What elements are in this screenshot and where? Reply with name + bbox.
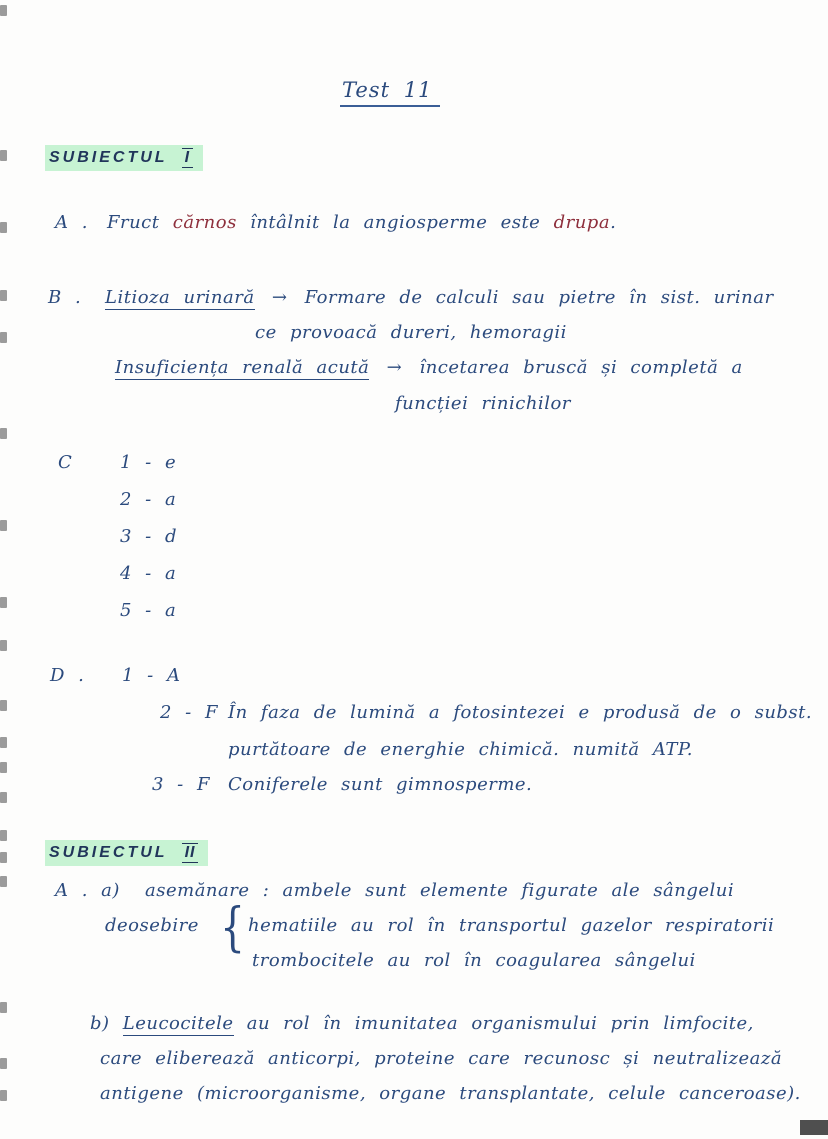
answer-a-part1: Fruct — [107, 212, 160, 233]
s1-answer-b-line3 — [115, 357, 743, 378]
subject1-heading — [45, 145, 203, 171]
binding-mark — [0, 1058, 7, 1069]
brace-icon: { — [220, 898, 245, 958]
binding-mark — [0, 762, 7, 773]
d-item1: 1 - A — [122, 665, 181, 686]
s1-answer-a-label: A . — [55, 212, 88, 233]
binding-mark — [0, 332, 7, 343]
d-item2-line2: purtătoare de energhie chimică. numită ATP. — [228, 739, 694, 760]
d-item2-key: 2 - F — [160, 702, 218, 723]
c-match-item: 5 - a — [120, 600, 177, 621]
binding-mark — [0, 5, 7, 16]
def-insuficienta-line1: încetarea bruscă și completă a — [419, 357, 743, 378]
term-insuficienta: Insuficiența renală acută — [115, 357, 370, 378]
exam-title: Test 11 — [340, 78, 440, 107]
s1-answer-c-label: C — [58, 452, 73, 473]
d-item3-text: Coniferele sunt gimnosperme. — [228, 774, 533, 795]
c-match-item: 4 - a — [120, 563, 177, 584]
binding-mark — [0, 428, 7, 439]
s2-b-line1 — [90, 1013, 754, 1034]
s2-a-diff2: trombocitele au rol în coagularea sângelui — [252, 950, 696, 971]
answer-a-period: . — [610, 212, 617, 233]
term-leucocitele: Leucocitele — [122, 1013, 234, 1034]
subject2-numeral: II — [182, 843, 199, 863]
scan-corner-artifact — [800, 1120, 828, 1135]
def-litioza-line2: ce provoacă dureri, hemoragii — [255, 322, 567, 343]
s1-answer-b-label: B . — [48, 287, 82, 308]
subject1-heading-word: SUBIECTUL — [49, 149, 168, 166]
s2-b-label: b) — [90, 1013, 110, 1034]
binding-mark — [0, 290, 7, 301]
answer-a-red-word2: drupa — [553, 212, 611, 233]
def-insuficienta-line2: funcției rinichilor — [395, 393, 571, 414]
answer-a-part2: întâlnit la angiosperme este — [250, 212, 541, 233]
binding-mark — [0, 597, 7, 608]
s2-b-line3: antigene (microorganisme, organe transplantate, celule canceroase). — [100, 1083, 801, 1104]
d-item2-line1: În faza de lumină a fotosintezei e produsă de o subst. — [228, 702, 813, 723]
binding-mark — [0, 792, 7, 803]
binding-mark — [0, 222, 7, 233]
s2-a-diff1: hematiile au rol în transportul gazelor respiratorii — [248, 915, 775, 936]
s2-a-diff-label: deosebire — [105, 915, 199, 936]
s2-a-label: A . a) — [55, 880, 120, 901]
s1-answer-b-line1 — [105, 287, 774, 308]
s2-b-line2: care eliberează anticorpi, proteine care recunosc și neutralizează — [100, 1048, 783, 1069]
c-match-item: 2 - a — [120, 489, 177, 510]
binding-mark — [0, 640, 7, 651]
s2-b-line1-rest: au rol în imunitatea organismului prin limfocite, — [246, 1013, 754, 1034]
binding-mark — [0, 1090, 7, 1101]
d-item3-key: 3 - F — [152, 774, 210, 795]
answer-a-red-word1: cărnos — [172, 212, 237, 233]
arrow-icon: → — [271, 287, 288, 308]
binding-mark — [0, 700, 7, 711]
binding-mark — [0, 1002, 7, 1013]
binding-mark — [0, 830, 7, 841]
term-litioza: Litioza urinară — [105, 287, 255, 308]
def-litioza-line1: Formare de calculi sau pietre în sist. urinar — [304, 287, 774, 308]
s1-answer-a-line — [107, 212, 616, 233]
subject1-numeral: I — [182, 148, 193, 168]
arrow-icon: → — [386, 357, 403, 378]
subject2-heading-word: SUBIECTUL — [49, 844, 168, 861]
s1-answer-d-label: D . — [50, 665, 85, 686]
binding-mark — [0, 737, 7, 748]
s2-a-line1: asemănare : ambele sunt elemente figurate ale sângelui — [145, 880, 735, 901]
binding-mark — [0, 852, 7, 863]
c-match-item: 1 - e — [120, 452, 177, 473]
subject2-heading — [45, 840, 208, 866]
binding-mark — [0, 876, 7, 887]
c-match-item: 3 - d — [120, 526, 177, 547]
binding-mark — [0, 150, 7, 161]
binding-mark — [0, 520, 7, 531]
